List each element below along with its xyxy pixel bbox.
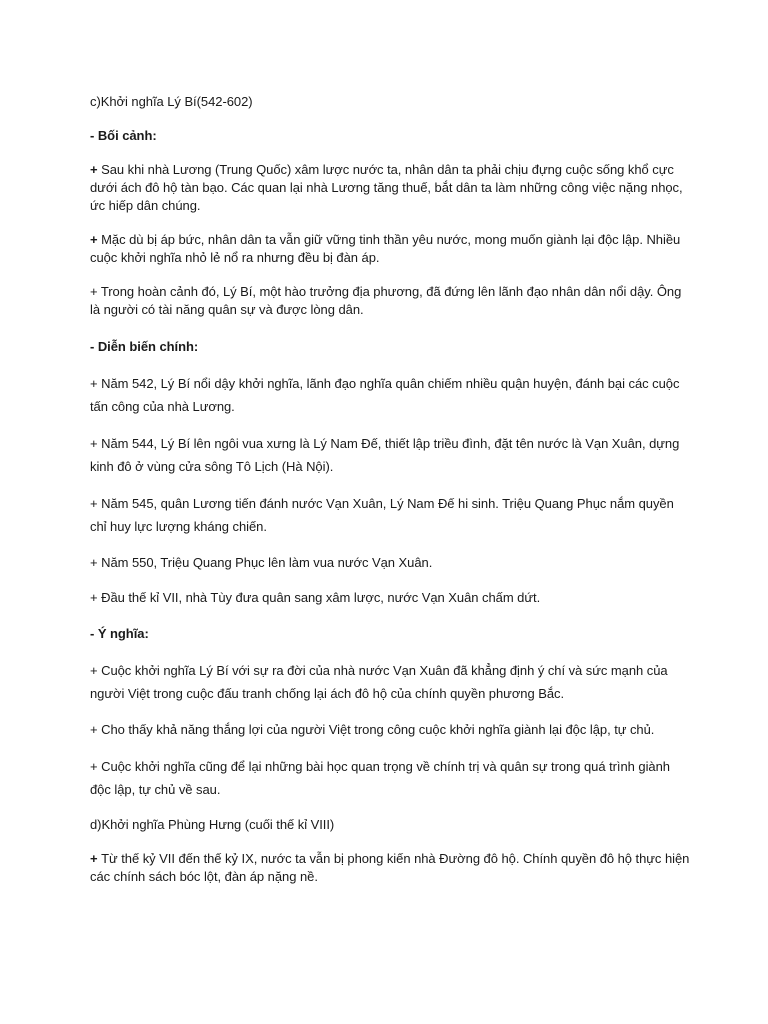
section-c-title: c)Khởi nghĩa Lý Bí(542-602) bbox=[90, 94, 253, 109]
context-paragraph bbox=[90, 161, 690, 215]
section-d-paragraph bbox=[90, 850, 690, 886]
event-paragraph: + Năm 545, quân Lương tiến đánh nước Vạn Xuân, Lý Nam Đế hi sinh. Triệu Quang Phục nắm quyền chỉ huy lực lượng kháng chiến. bbox=[90, 496, 674, 534]
significance-paragraph: + Cuộc khởi nghĩa Lý Bí với sự ra đời của nhà nước Vạn Xuân đã khẳng định ý chí và sức mạnh của người Việt trong cuộc đấu tranh chống lại ách đô hộ của chính quyền phương Bắc. bbox=[90, 663, 668, 701]
events-heading: - Diễn biến chính: bbox=[90, 339, 199, 354]
event-paragraph: + Năm 542, Lý Bí nổi dậy khởi nghĩa, lãnh đạo nghĩa quân chiếm nhiều quận huyện, đánh bại các cuộc tấn công của nhà Lương. bbox=[90, 376, 680, 414]
significance-heading: - Ý nghĩa: bbox=[90, 626, 149, 641]
event-paragraph: + Đầu thế kỉ VII, nhà Tùy đưa quân sang xâm lược, nước Vạn Xuân chấm dứt. bbox=[90, 590, 541, 605]
section-d-title: d)Khởi nghĩa Phùng Hưng (cuối thế kỉ VIII) bbox=[90, 817, 335, 832]
plus-marker: + bbox=[90, 162, 102, 177]
context-heading: - Bối cảnh: bbox=[90, 128, 157, 143]
significance-paragraph: + Cuộc khởi nghĩa cũng để lại những bài học quan trọng về chính trị và quân sự trong quá trình giành độc lập, tự chủ về sau. bbox=[90, 759, 670, 797]
significance-paragraph: + Cho thấy khả năng thắng lợi của người Việt trong công cuộc khởi nghĩa giành lại độc lập, tự chủ. bbox=[90, 722, 655, 737]
context-text: Mặc dù bị áp bức, nhân dân ta vẫn giữ vững tinh thần yêu nước, mong muốn giành lại độc lập. Nhiều cuộc khởi nghĩa nhỏ lẻ nổ ra nhưng đều bị đàn áp. bbox=[90, 232, 681, 265]
document-body bbox=[90, 93, 690, 886]
event-paragraph: + Năm 544, Lý Bí lên ngôi vua xưng là Lý Nam Đế, thiết lập triều đình, đặt tên nước là Vạn Xuân, dựng kinh đô ở vùng cửa sông Tô Lịch (Hà Nội). bbox=[90, 436, 680, 474]
section-d-text: Từ thế kỷ VII đến thế kỷ IX, nước ta vẫn bị phong kiến nhà Đường đô hộ. Chính quyền đô hộ thực hiện các chính sách bóc lột, đàn áp nặng nề. bbox=[90, 851, 690, 884]
context-text: Sau khi nhà Lương (Trung Quốc) xâm lược nước ta, nhân dân ta phải chịu đựng cuộc sống khổ cực dưới ách đô hộ tàn bạo. Các quan lại nhà Lương tăng thuế, bắt dân ta làm những công việc nặng nhọc, ức hiếp dân chúng. bbox=[90, 162, 683, 213]
context-paragraph bbox=[90, 231, 690, 267]
plus-marker: + bbox=[90, 232, 102, 247]
context-paragraph: + Trong hoàn cảnh đó, Lý Bí, một hào trưởng địa phương, đã đứng lên lãnh đạo nhân dân nổi dậy. Ông là người có tài năng quân sự và được lòng dân. bbox=[90, 284, 682, 317]
event-paragraph: + Năm 550, Triệu Quang Phục lên làm vua nước Vạn Xuân. bbox=[90, 555, 433, 570]
plus-marker: + bbox=[90, 851, 102, 866]
